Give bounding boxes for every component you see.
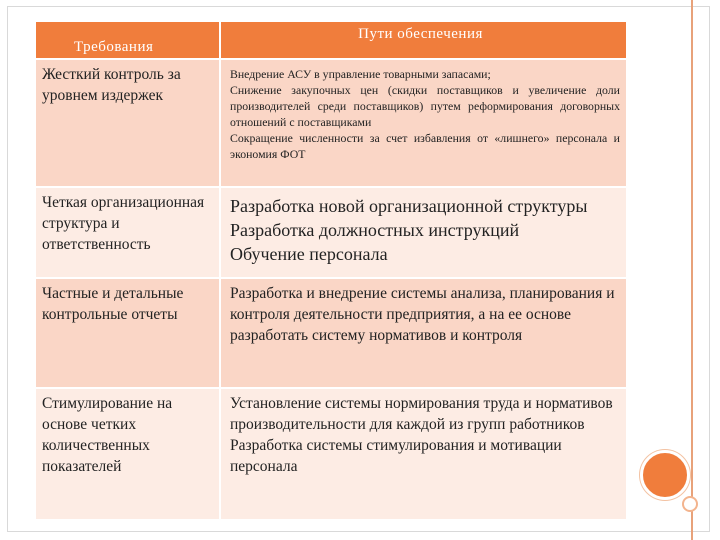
way-line: Разработка системы стимулирования и мотивации персонала xyxy=(230,437,562,475)
ways-cell xyxy=(220,187,626,278)
requirements-table xyxy=(36,22,626,521)
header-ways: Пути обеспечения xyxy=(220,22,626,59)
requirement-cell: Жесткий контроль за уровнем издержек xyxy=(36,59,220,187)
table-row xyxy=(36,388,626,520)
way-line: Сокращение численности за счет избавления от «лишнего» персонала и экономия ФОТ xyxy=(230,131,620,161)
decorative-small-circle xyxy=(682,496,698,512)
requirement-cell: Частные и детальные контрольные отчеты xyxy=(36,278,220,388)
decorative-orange-circle xyxy=(640,450,690,500)
way-line: Разработка должностных инструкций xyxy=(230,220,520,240)
table-row xyxy=(36,278,626,388)
ways-cell xyxy=(220,388,626,520)
way-line: Разработка новой организационной структуры xyxy=(230,196,588,216)
table-row xyxy=(36,59,626,187)
way-line: Обучение персонала xyxy=(230,244,388,264)
header-requirements: Требования xyxy=(36,22,220,59)
requirement-cell: Четкая организационная структура и ответственность xyxy=(36,187,220,278)
way-line: Снижение закупочных цен (скидки поставщиков и увеличение доли производителей среди поставщиков) путем реформирования договорных отношений с поставщиками xyxy=(230,83,620,129)
way-line: Установление системы нормирования труда и нормативов производительности для каждой из групп работников xyxy=(230,395,613,433)
way-line: Внедрение АСУ в управление товарными запасами; xyxy=(230,67,491,81)
table-header-row xyxy=(36,22,626,59)
ways-cell xyxy=(220,278,626,388)
requirement-cell: Стимулирование на основе четких количественных показателей xyxy=(36,388,220,520)
table-row xyxy=(36,187,626,278)
decorative-vertical-line xyxy=(691,0,693,540)
ways-cell xyxy=(220,59,626,187)
way-line: Разработка и внедрение системы анализа, планирования и контроля деятельности предприятия, а на ее основе разработать систему нормативов и контроля xyxy=(230,285,615,344)
